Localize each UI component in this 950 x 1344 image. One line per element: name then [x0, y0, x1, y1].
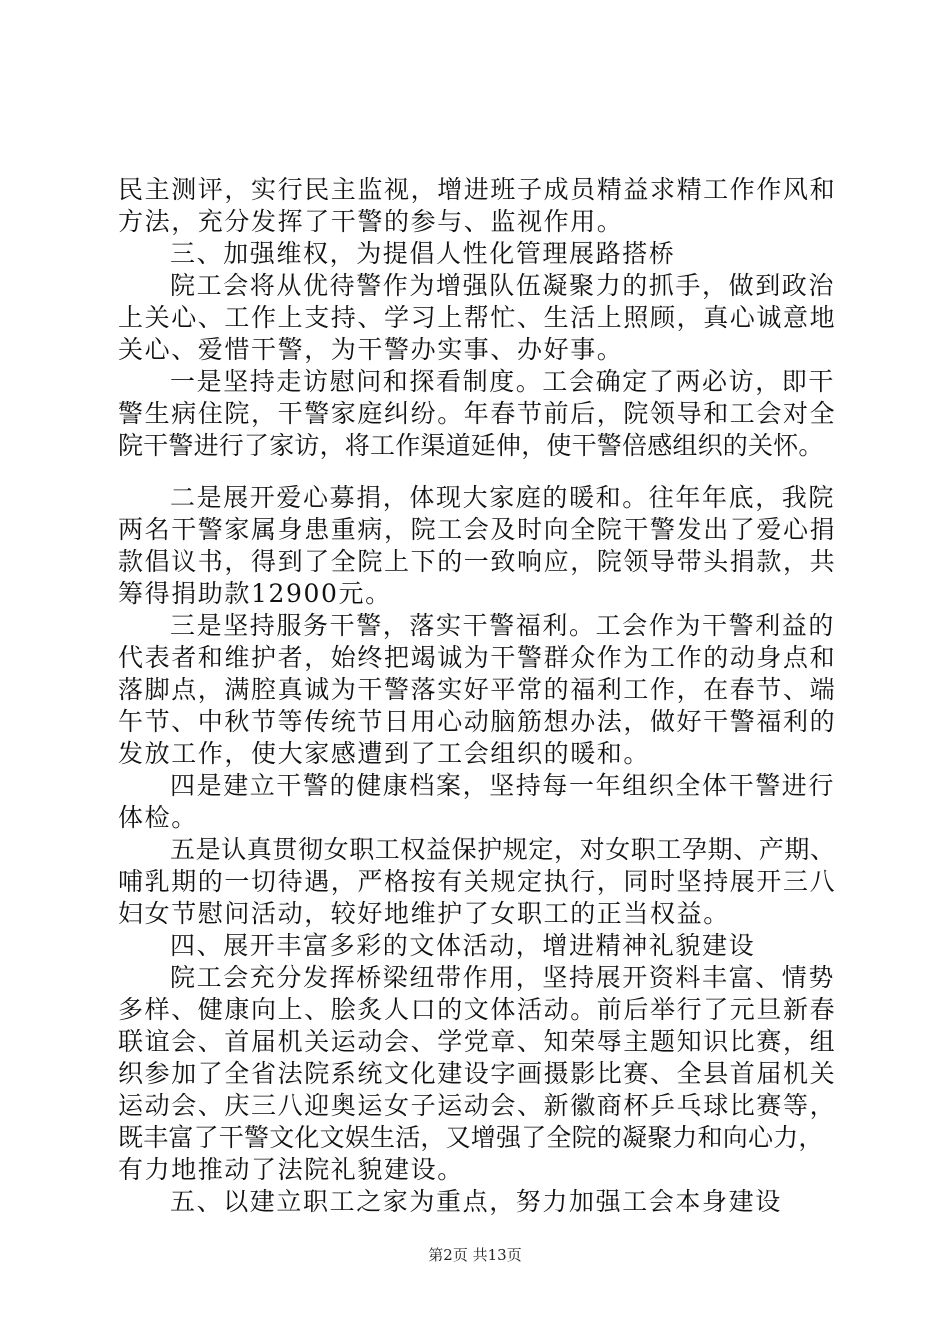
text-line: 发放工作，使大家感遭到了工会组织的暖和。	[118, 739, 651, 768]
text-line: 一是坚持走访慰问和探看制度。工会确定了两必访，即干	[170, 367, 836, 396]
text-line: 方法，充分发挥了干警的参与、监视作用。	[118, 207, 624, 236]
text-line: 有力地推动了法院礼貌建设。	[118, 1155, 464, 1184]
text-line: 四是建立干警的健康档案，坚持每一年组织全体干警进行	[170, 771, 836, 800]
text-line: 款倡议书，得到了全院上下的一致响应，院领导带头捐款，共	[118, 547, 837, 576]
text-line: 既丰富了干警文化文娱生活，又增强了全院的凝聚力和向心力，	[118, 1123, 824, 1152]
text-line: 五是认真贯彻女职工权益保护规定，对女职工孕期、产期、	[170, 835, 836, 864]
text-line: 二是展开爱心募捐，体现大家庭的暖和。往年年底，我院	[170, 483, 836, 512]
text-line: 两名干警家属身患重病，院工会及时向全院干警发出了爱心捐	[118, 515, 837, 544]
text-line: 哺乳期的一切待遇，严格按有关规定执行，同时坚持展开三八	[118, 867, 837, 896]
text-line: 多样、健康向上、脍炙人口的文体活动。前后举行了元旦新春	[118, 995, 837, 1024]
text-line: 午节、中秋节等传统节日用心动脑筋想办法，做好干警福利的	[118, 707, 837, 736]
text-line: 三是坚持服务干警，落实干警福利。工会作为干警利益的	[170, 611, 836, 640]
text-line: 体检。	[118, 803, 198, 832]
text-line: 院工会充分发挥桥梁纽带作用，坚持展开资料丰富、情势	[170, 963, 836, 992]
text-line: 上关心、工作上支持、学习上帮忙、生活上照顾，真心诚意地	[118, 303, 837, 332]
text-line: 代表者和维护者，始终把竭诚为干警群众作为工作的动身点和	[118, 643, 837, 672]
text-line: 民主测评，实行民主监视，增进班子成员精益求精工作作风和	[118, 175, 837, 204]
page-number-footer: 第2页 共13页	[428, 1246, 522, 1264]
text-line: 筹得捐助款12900元。	[118, 579, 392, 608]
text-line: 妇女节慰问活动，较好地维护了女职工的正当权益。	[118, 899, 730, 928]
text-line: 织参加了全省法院系统文化建设字画摄影比赛、全县首届机关	[118, 1059, 837, 1088]
text-line: 运动会、庆三八迎奥运女子运动会、新徽商杯乒乓球比赛等，	[118, 1091, 837, 1120]
text-line: 落脚点，满腔真诚为干警落实好平常的福利工作，在春节、端	[118, 675, 837, 704]
text-line: 联谊会、首届机关运动会、学党章、知荣辱主题知识比赛，组	[118, 1027, 837, 1056]
section-heading: 四、展开丰富多彩的文体活动，增进精神礼貌建设	[170, 931, 756, 960]
section-heading: 三、加强维权，为提倡人性化管理展路搭桥	[170, 239, 676, 268]
text-line: 院干警进行了家访，将工作渠道延伸，使干警倍感组织的关怀。	[118, 431, 824, 460]
text-line: 关心、爱惜干警，为干警办实事、办好事。	[118, 335, 624, 364]
text-line: 警生病住院，干警家庭纠纷。年春节前后，院领导和工会对全	[118, 399, 837, 428]
section-heading: 五、以建立职工之家为重点，努力加强工会本身建设	[170, 1187, 782, 1216]
text-line: 院工会将从优待警作为增强队伍凝聚力的抓手，做到政治	[170, 271, 836, 300]
